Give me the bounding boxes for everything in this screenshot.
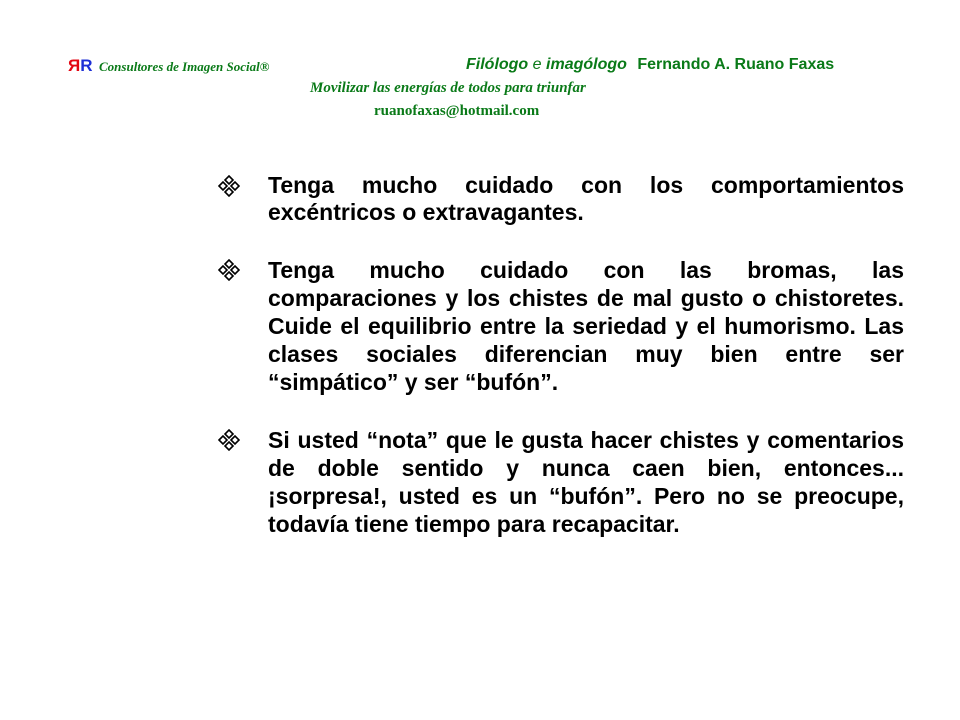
author-line xyxy=(466,56,834,74)
logo-letter-reversed-r: R xyxy=(68,56,81,75)
author-name: Fernando A. Ruano Faxas xyxy=(637,56,835,73)
bullet-item xyxy=(218,172,904,226)
author-email: ruanofaxas@hotmail.com xyxy=(374,103,540,119)
bullet-list xyxy=(218,172,904,568)
logo-letter-r: R xyxy=(80,56,93,75)
header-brand xyxy=(68,56,269,76)
bullet-item xyxy=(218,426,904,538)
author-role-conjunction: e xyxy=(532,56,542,73)
four-diamond-bullet-icon xyxy=(218,175,240,197)
bullet-text: Tenga mucho cuidado con las bromas, las comparaciones y los chistes de mal gusto o chistoretes. Cuide el equilibrio entre la seriedad y el humorismo. Las clases sociales diferencian muy bien entre ser “simpático” y ser “bufón”. xyxy=(268,257,904,395)
author-role-1: Filólogo xyxy=(466,56,529,73)
four-diamond-bullet-icon xyxy=(218,259,240,281)
four-diamond-bullet-icon xyxy=(218,429,240,451)
motto: Movilizar las energías de todos para triunfar xyxy=(310,80,586,96)
bullet-text: Si usted “nota” que le gusta hacer chistes y comentarios de doble sentido y nunca caen bien, entonces... ¡sorpresa!, usted es un “bufón”. Pero no se preocupe, todavía tiene tiempo para recapacitar. xyxy=(268,427,904,537)
bullet-item xyxy=(218,256,904,396)
bullet-text: Tenga mucho cuidado con los comportamientos excéntricos o extravagantes. xyxy=(268,172,904,225)
company-name: Consultores de Imagen Social® xyxy=(99,59,270,74)
author-role-2: imagólogo xyxy=(546,56,627,73)
